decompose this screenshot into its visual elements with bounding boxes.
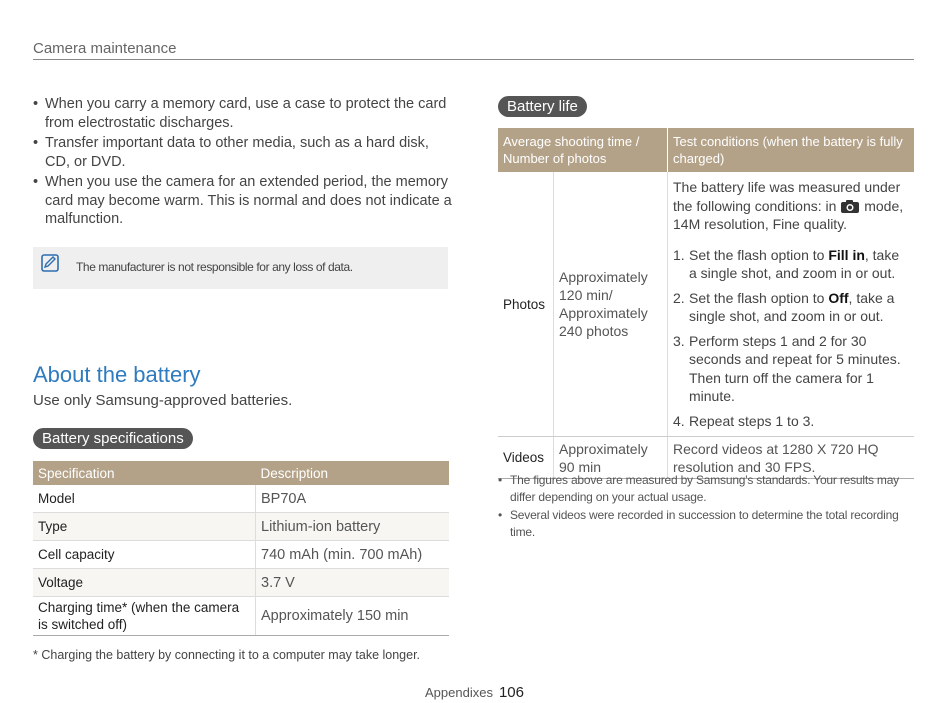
test-conditions	[668, 172, 915, 437]
intro-text: The battery life was measured under the following conditions: in	[673, 179, 901, 214]
spec-value: 740 mAh (min. 700 mAh)	[256, 541, 450, 569]
list-item	[673, 246, 909, 283]
step-number: 2.	[673, 289, 685, 306]
step-text: Set the flash option to	[689, 289, 829, 306]
battery-life-notes	[498, 472, 908, 542]
battery-life-table	[498, 128, 914, 479]
charging-footnote: * Charging the battery by connecting it to a computer may take longer.	[33, 648, 421, 662]
page-number: 106	[498, 684, 524, 701]
column-header: Test conditions (when the battery is fully charged)	[668, 128, 915, 172]
header-divider	[33, 59, 914, 60]
step-text: Perform steps 1 and 2 for 30 seconds and repeat for 5 minutes. Then turn off the camera for 1 minute.	[689, 332, 901, 404]
step-bold: Off	[828, 289, 849, 306]
table-row	[498, 172, 914, 437]
spec-value: Approximately 150 min	[256, 597, 450, 636]
approx-time: Approximately 120 min/ Approximately 240 photos	[554, 172, 668, 437]
step-text: Repeat steps 1 to 3.	[689, 412, 815, 429]
step-bold: Fill in	[828, 246, 865, 263]
step-number: 1.	[673, 246, 685, 263]
list-item: • When you use the camera for an extended period, the memory card may become warm. This is normal and does not indicate a malfunction.	[33, 173, 453, 229]
spec-name: Charging time* (when the camera is switched off)	[33, 597, 256, 636]
column-header: Description	[256, 461, 450, 485]
step-number: 4.	[673, 412, 685, 429]
note-box	[33, 247, 448, 289]
step-text: , take a single shot, and zoom in or out.	[689, 289, 895, 324]
step-text: , take a single shot, and zoom in or out.	[689, 246, 900, 281]
spec-value: BP70A	[256, 485, 450, 513]
spec-name: Voltage	[33, 569, 256, 597]
list-item: • Transfer important data to other media, such as a hard disk, CD, or DVD.	[33, 134, 453, 171]
spec-value: 3.7 V	[256, 569, 450, 597]
spec-name: Model	[33, 485, 256, 513]
column-header: Average shooting time / Number of photos	[498, 128, 668, 172]
note-text: The manufacturer is not responsible for any loss of data.	[76, 260, 353, 274]
battery-spec-table	[33, 461, 449, 636]
list-item: • The figures above are measured by Samsung's standards. Your results may differ depending on your actual usage.	[498, 472, 908, 506]
spec-name: Cell capacity	[33, 541, 256, 569]
test-conditions: Record videos at 1280 X 720 HQ resolution and 30 FPS.	[668, 437, 915, 479]
table-header-row	[33, 461, 449, 485]
list-item	[673, 412, 909, 431]
note-icon	[41, 254, 59, 272]
conditions-intro	[673, 178, 909, 234]
table-row	[33, 597, 449, 636]
table-row	[33, 541, 449, 569]
row-category: Videos	[498, 437, 554, 479]
approx-time: Approximately 90 min	[554, 437, 668, 479]
step-text: Set the flash option to	[689, 246, 829, 263]
test-steps	[673, 246, 909, 431]
table-row	[33, 513, 449, 541]
list-item: • Several videos were recorded in succession to determine the total recording time.	[498, 507, 908, 541]
spec-name: Type	[33, 513, 256, 541]
step-number: 3.	[673, 332, 685, 349]
list-item: • When you carry a memory card, use a case to protect the card from electrostatic discharges.	[33, 95, 453, 132]
section-title: About the battery	[33, 362, 201, 387]
battery-life-label: Battery life	[498, 96, 587, 117]
section-subtitle: Use only Samsung-approved batteries.	[33, 392, 293, 409]
table-header-row	[498, 128, 914, 172]
table-row	[33, 485, 449, 513]
intro-text: mode, 14M resolution, Fine quality.	[673, 197, 904, 232]
list-item	[673, 332, 909, 406]
memory-card-tips	[33, 95, 453, 231]
page-header-title: Camera maintenance	[33, 40, 177, 57]
list-item	[673, 289, 909, 326]
footer-section: Appendixes	[425, 685, 493, 700]
column-header: Specification	[33, 461, 256, 485]
spec-value: Lithium-ion battery	[256, 513, 450, 541]
row-category: Photos	[498, 172, 554, 437]
smart-auto-camera-icon	[840, 199, 860, 214]
page-footer	[425, 684, 524, 701]
table-row	[33, 569, 449, 597]
battery-specifications-label: Battery specifications	[33, 428, 193, 449]
